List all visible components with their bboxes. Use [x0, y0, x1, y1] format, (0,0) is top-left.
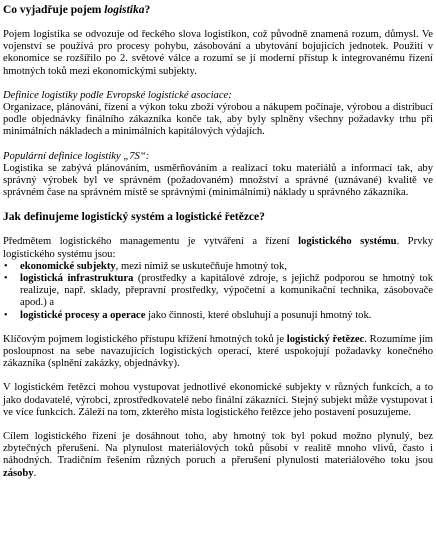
paragraph-system-intro [3, 236, 433, 260]
text: Předmětem logistického managementu je vytváření a řízení [3, 236, 299, 248]
heading-logistika [3, 4, 433, 17]
paragraph-chain [3, 334, 433, 371]
heading-text: Co vyjadřuje pojem [3, 4, 105, 16]
system-elements-list [3, 261, 433, 322]
definition-7s-text: Logistika se zabývá plánováním, usměrňováním a realizací toku materiálů a informací tak, aby správný výrobek byl ve správném (požadovaném) množství a správné (uznávané) kvalitě ve správném čase na správném místě se správnými (minimálními) náklady u správného zákazníka. [3, 162, 433, 199]
text: . Rozumíme jím posloupnost na sebe navazujících logistických operací, které uspokojují požadavky konečného zákazníka (splnění zakázky, objednávky). [3, 333, 433, 370]
text: (prostředky a kapitálové zdroje, s jejichž podporou se hmotný tok realizuje, např. sklady, přepravní prostředky, výpočetní a komunikační technika, zásobovače apod.) a [20, 273, 433, 309]
text: Cílem logistického řízení je dosáhnout toho, aby hmotný tok byl pokud možno plynulý, bez zbytečných přerušení. Na plynulost materiálových toků působí v realitě mnoho vlivů, často i náhodných. Tradičním řešením různých poruch a přerušení plynulosti materiálového toku jsou [3, 431, 433, 467]
text: jako činnosti, které obsluhují a posunují hmotný tok. [145, 309, 372, 321]
text: Klíčovým pojmem logistického přístupu křížení hmotných toků je [3, 333, 287, 345]
list-item [3, 310, 433, 322]
bold-term: logistická infrastruktura [20, 273, 134, 285]
list-item [3, 273, 433, 310]
bold-term: zásoby [3, 467, 34, 479]
heading-logisticky-system: Jak definujeme logistický systém a logistické řetězce? [3, 211, 265, 224]
bold-term: logistického systému [298, 236, 397, 248]
text: , mezi nimiž se uskutečňuje hmotný tok, [115, 260, 287, 272]
definition-ela-text: Organizace, plánování, řízení a výkon toku zboží výrobou a nákupem počínaje, výrobou a distribucí podle objednávky finálního zákazníka konče tak, aby byly splněny všechny požadavky trhu při minimálních nákladech a minimálních kapitálových výdajích. [3, 102, 433, 138]
text: . Prvky logistického systému jsou: [3, 236, 433, 260]
paragraph-subjects: V logistickém řetězci mohou vystupovat jednotlivé ekonomické subjekty v různých funkcích, a to jako dodavatelé, výrobci, zprostředkovatelé nebo finální zákazníci. Stejný subjekt může vystupovat i ve více funkcích. Záleží na tom, zkterého místa logistického řetězce jeho postavení posuzujeme. [3, 382, 433, 418]
paragraph-goal [3, 431, 433, 480]
definition-7s-title: Populární definice logistiky „7S“: [3, 150, 150, 162]
heading-question-mark: ? [144, 4, 151, 16]
bold-term: logistický řetězec [286, 333, 365, 345]
list-item [3, 261, 433, 273]
heading-italic-term: logistika [104, 4, 145, 16]
definition-ela-title: Definice logistiky podle Evropské logistické asociace: [3, 89, 232, 101]
text: . [33, 467, 37, 479]
bold-term: ekonomické subjekty [20, 260, 116, 272]
paragraph-origin: Pojem logistika se odvozuje od řeckého slova logistikon, což původně znamená rozum, důmysl. Ve vojenství se používá pro procesy pohybu, zásobování a ubytování bojujících jednotek. Použití v ekonomice se rozšířilo po 2. světové válce a rozumí se jí moderní přístup k integrovanému řízení hmotných toků mezi ekonomickými subjekty. [3, 29, 433, 77]
bold-term: logistické procesy a operace [20, 309, 146, 321]
